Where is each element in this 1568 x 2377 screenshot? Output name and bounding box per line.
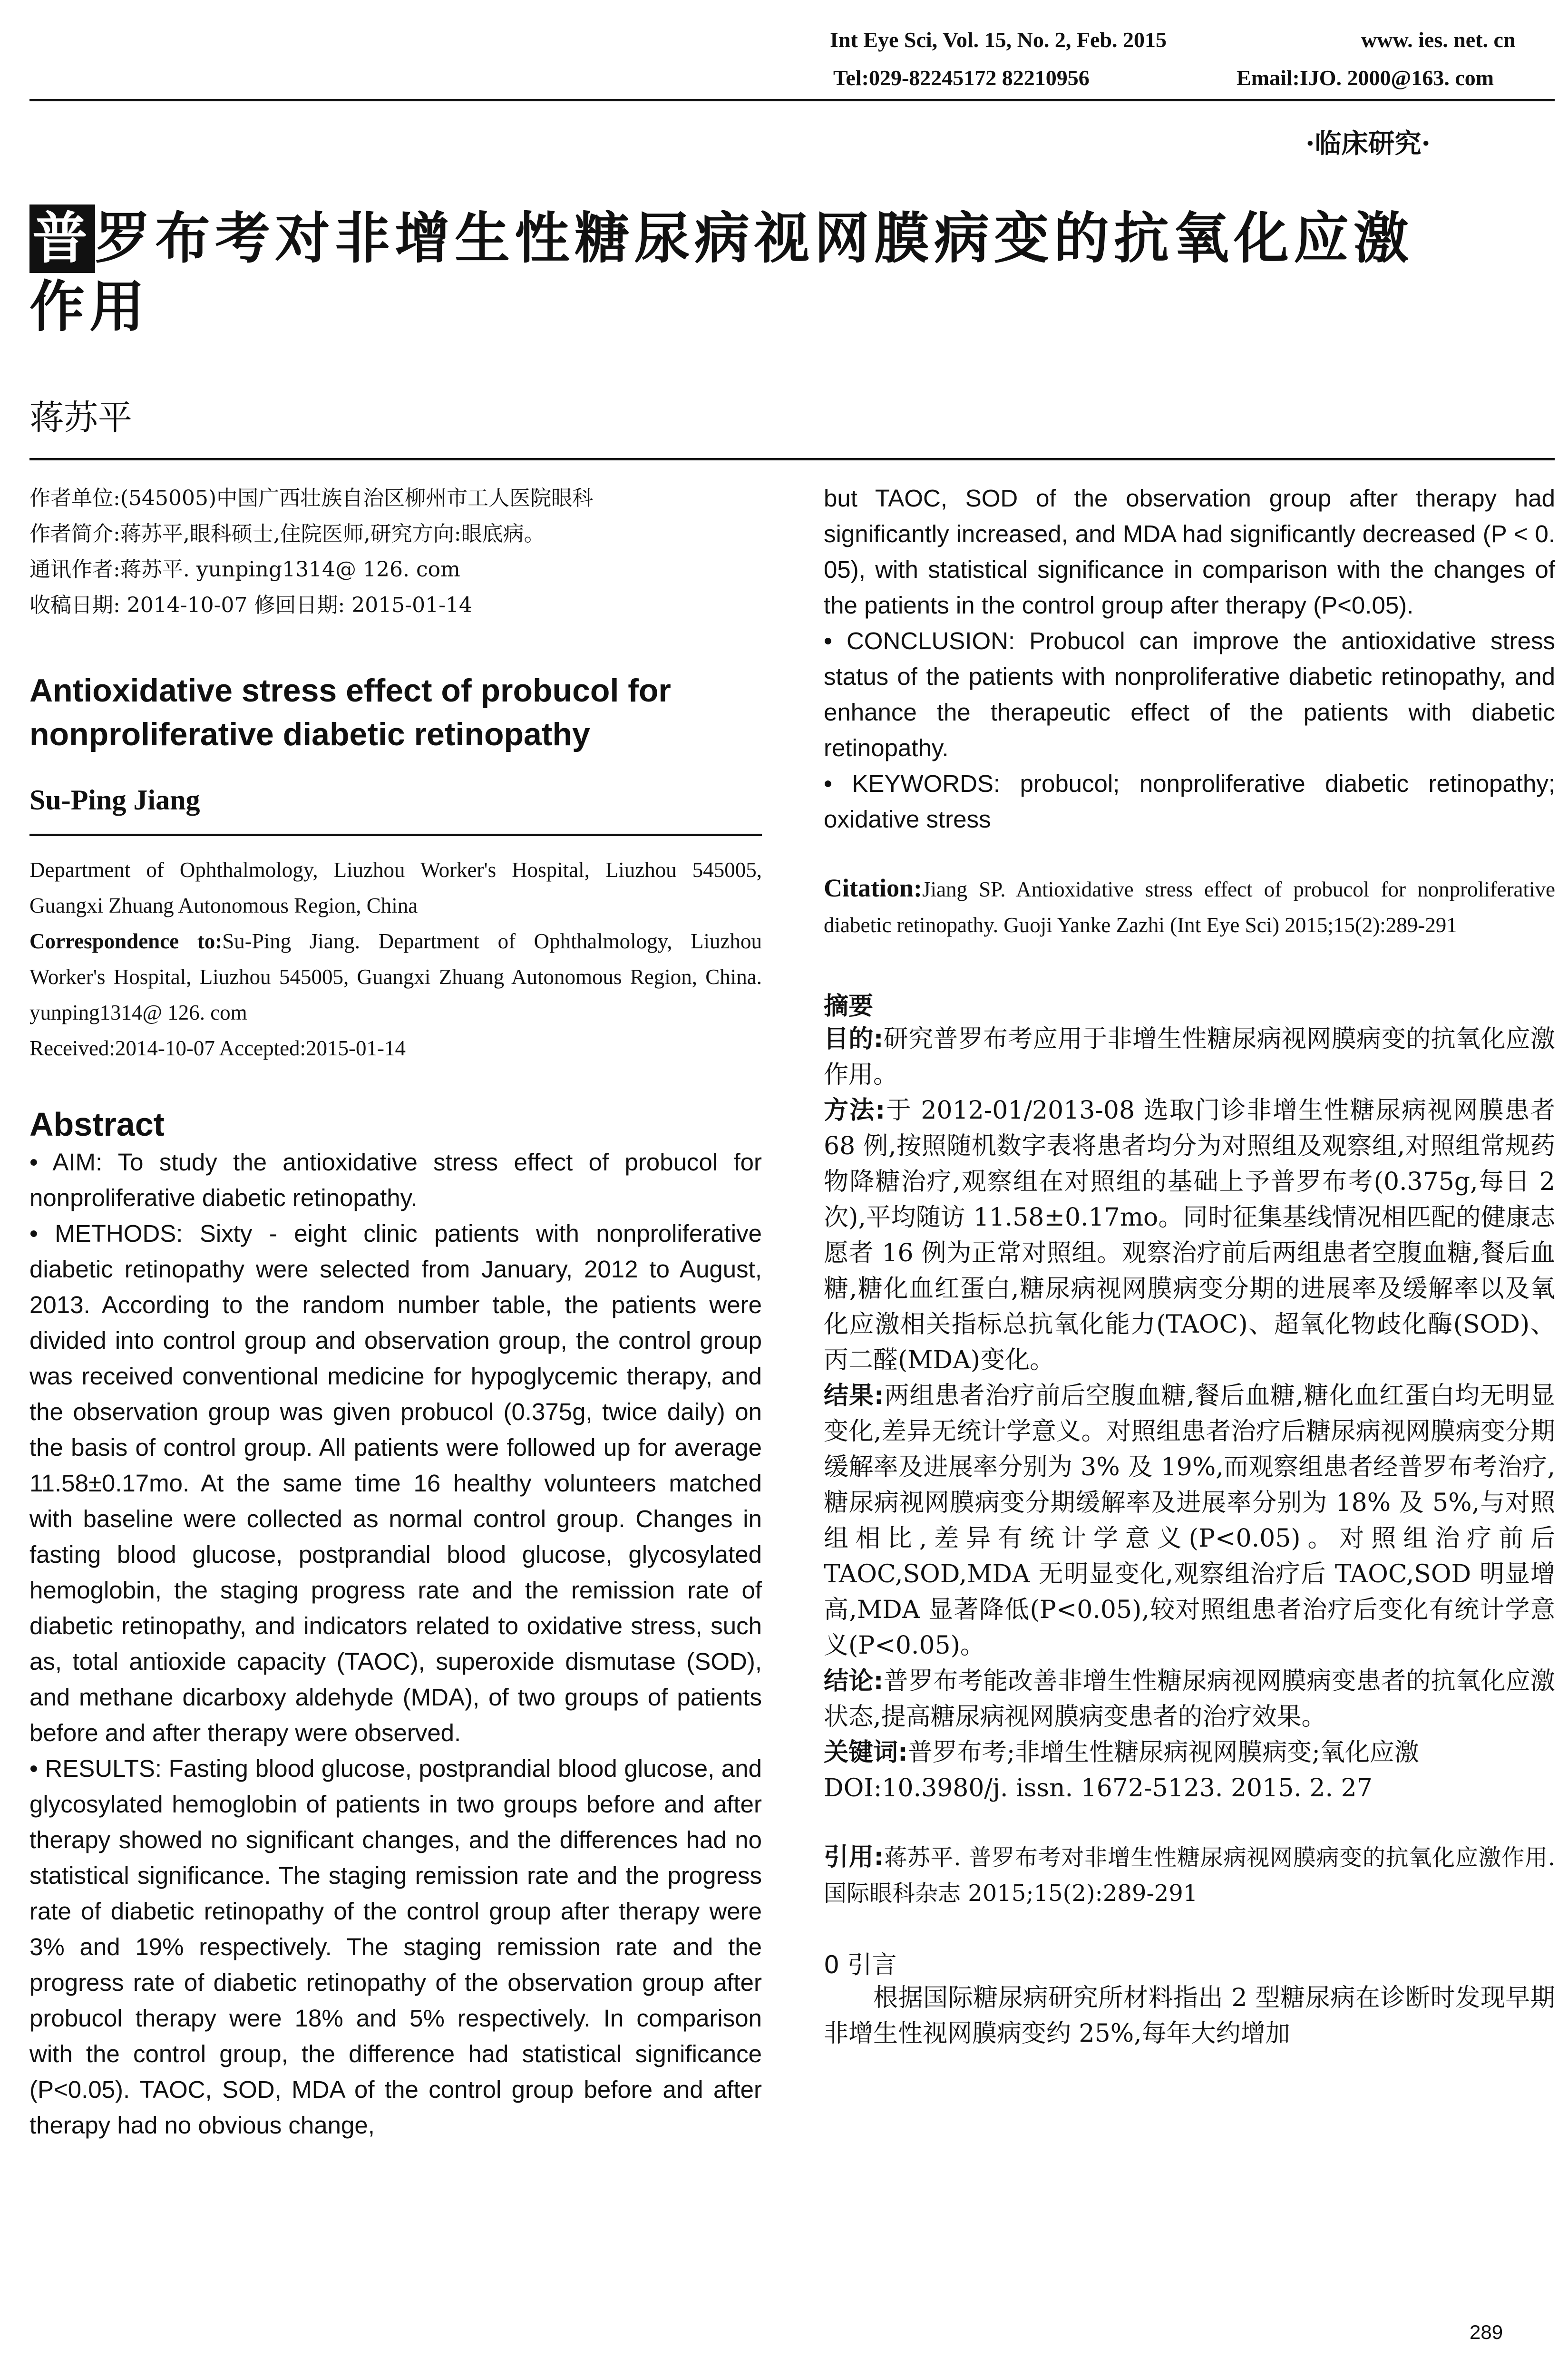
zh-abstract-keywords: 关键词:普罗布考;非增生性糖尿病视网膜病变;氧化应激 xyxy=(824,1738,1419,1767)
zh-abstract-aim: 目的:研究普罗布考应用于非增生性糖尿病视网膜病变的抗氧化应激作用。 xyxy=(824,1025,1555,1089)
journal-email: Email:IJO. 2000@163. com xyxy=(1237,66,1494,90)
correspondence-text: Su-Ping Jiang. Department of Ophthalmology, Liuzhou Worker's Hospital, Liuzhou 545005, Guangxi Zhuang Autonomous Region, China. yunping1314@ 126. com xyxy=(29,929,762,1024)
meta-affiliation: 作者单位:(545005)中国广西壮族自治区柳州市工人医院眼科 xyxy=(29,486,594,510)
correspondence-en xyxy=(29,924,762,1031)
meta-dates: 收稿日期: 2014-10-07 修回日期: 2015-01-14 xyxy=(29,593,472,617)
citation-zh xyxy=(824,1840,1555,1911)
dates-en: Received:2014-10-07 Accepted:2015-01-14 xyxy=(29,1036,406,1060)
author-zh: 蒋苏平 xyxy=(29,398,133,438)
citation-en xyxy=(824,870,1555,943)
abstract-aim: • AIM: To study the antioxidative stress effect of probucol for nonproliferative diabetic retinopathy. xyxy=(29,1149,762,1211)
title-line1: 罗布考对非增生性糖尿病视网膜病变的抗氧化应激 xyxy=(95,206,1413,271)
abstract-keywords: • KEYWORDS: probucol; nonproliferative diabetic retinopathy; oxidative stress xyxy=(824,770,1555,833)
page-title xyxy=(29,205,1556,341)
english-title: Antioxidative stress effect of probucol for nonproliferative diabetic retinopathy xyxy=(29,672,671,752)
doi: DOI:10.3980/j. issn. 1672-5123. 2015. 2. 27 xyxy=(824,1774,1373,1802)
zh-abstract-methods: 方法:于 2012-01/2013-08 选取门诊非增生性糖尿病视网膜患者 68 例,按照随机数字表将患者均分为对照组及观察组,对照组常规药物降糖治疗,观察组在对照组的基础上予普罗布考(0.375g,每日 2 次),平均随访 11.58±0.17mo。同时征集基线情况相匹配的健康志愿者 16 例为正常对照组。观察治疗前后两组患者空腹血糖,餐后血糖,糖化血红蛋白,糖尿病视网膜病变分期的进展率及缓解率以及氧化应激相关指标总抗氧化能力(TAOC)、超氧化物歧化酶(SOD)、丙二醛(MDA)变化。 xyxy=(824,1096,1556,1374)
title-line2: 作用 xyxy=(29,275,149,339)
intro-text: 根据国际糖尿病研究所材料指出 2 型糖尿病在诊断时发现早期非增生性视网膜病变约 25%,每年大约增加 xyxy=(824,1984,1555,2048)
abstract-results: • RESULTS: Fasting blood glucose, postprandial blood glucose, and glycosylated hemoglobin of patients in two groups before and after therapy showed no significant changes, and the differences had no statistical significance. The staging remission rate and the progress rate of diabetic retinopathy of the control group after therapy were 3% and 19% respectively. The staging remission rate and the progress rate of diabetic retinopathy of the observation group after probucol therapy were 18% and 5% respectively. In comparison with the control group, the difference had statistical significance (P<0.05). TAOC, SOD, MDA of the control group before and after therapy had no obvious change, xyxy=(29,1755,762,2139)
zh-abstract-results: 结果:两组患者治疗前后空腹血糖,餐后血糖,糖化血红蛋白均无明显变化,差异无统计学意义。对照组患者治疗后糖尿病视网膜病变分期缓解率及进展率分别为 3% 及 19%,而观察组患者经普罗布考治疗,糖尿病视网膜病变分期缓解率及进展率分别为 18% 及 5%,与对照组相比,差异有统计学意义(P<0.05)。对照组治疗前后 TAOC,SOD,MDA 无明显变化,观察组治疗后 TAOC,SOD 明显增高,MDA 显著降低(P<0.05),较对照组患者治疗后变化有统计学意义(P<0.05)。 xyxy=(824,1382,1555,1660)
section-tag: ·临床研究· xyxy=(1305,128,1431,159)
header-rule xyxy=(29,99,1555,101)
left-column xyxy=(29,480,762,2143)
journal-tel: Tel:029-82245172 82210956 xyxy=(833,66,1090,90)
journal-website: www. ies. net. cn xyxy=(1361,28,1516,52)
journal-info: Int Eye Sci, Vol. 15, No. 2, Feb. 2015 xyxy=(830,28,1167,52)
right-column xyxy=(824,480,1555,2052)
abstract-left-body xyxy=(29,1144,762,2143)
abstract-methods: • METHODS: Sixty - eight clinic patients with nonproliferative diabetic retinopathy were selected from January, 2012 to August, 2013. According to the random number table, the patients were divided into control group and observation group, the control group was received conventional medicine for hypoglycemic therapy, and the observation group was given probucol (0.375g, twice daily) on the basis of control group. All patients were followed up for average 11.58±0.17mo. At the same time 16 healthy volunteers matched with baseline were collected as normal control group. Changes in fasting blood glucose, postprandial blood glucose, glycosylated hemoglobin, the staging progress rate and the remission rate of diabetic retinopathy, and indicators related to oxidative stress, such as, total antioxide capacity (TAOC), superoxide dismutase (SOD), and methane dicarboxy aldehyde (MDA), of two groups of patients before and after therapy were observed. xyxy=(29,1220,762,1746)
citation-label: Citation: xyxy=(824,874,922,902)
zh-abstract-body xyxy=(824,1022,1555,1806)
zh-abstract-conclusion: 结论:普罗布考能改善非增生性糖尿病视网膜病变患者的抗氧化应激状态,提高糖尿病视网膜病变患者的治疗效果。 xyxy=(824,1667,1555,1731)
citation-text: Jiang SP. Antioxidative stress effect of probucol for nonproliferative diabetic retinopathy. Guoji Yanke Zazhi (Int Eye Sci) 2015;15(2):289-291 xyxy=(824,877,1555,937)
abstract-conclusion: • CONCLUSION: Probucol can improve the antioxidative stress status of the patients with nonproliferative diabetic retinopathy, and enhance the therapeutic effect of the patients with diabetic retinopathy. xyxy=(824,627,1555,761)
meta-correspondence: 通讯作者:蒋苏平. yunping1314@ 126. com xyxy=(29,557,460,582)
correspondence-label: Correspondence to: xyxy=(29,929,223,953)
title-rule xyxy=(29,458,1555,460)
meta-author-bio: 作者简介:蒋苏平,眼科硕士,住院医师,研究方向:眼底病。 xyxy=(29,522,545,546)
page-number: 289 xyxy=(1470,2321,1503,2343)
english-author: Su-Ping Jiang xyxy=(29,784,200,816)
citation-zh-label: 引用: xyxy=(824,1843,884,1871)
citation-zh-text: 蒋苏平. 普罗布考对非增生性糖尿病视网膜病变的抗氧化应激作用. 国际眼科杂志 2015;15(2):289-291 xyxy=(824,1844,1555,1907)
meta-zh xyxy=(29,480,762,623)
intro-heading: 0 引言 xyxy=(824,1951,897,1979)
abstract-results-continued: but TAOC, SOD of the observation group after therapy had significantly increased, and MDA had significantly decreased (P < 0. 05), with statistical significance in comparison with the changes of the patients in the control group after therapy (P<0.05). xyxy=(824,485,1555,619)
abstract-heading: Abstract xyxy=(29,1106,165,1143)
affiliation-en: Department of Ophthalmology, Liuzhou Worker's Hospital, Liuzhou 545005, Guangxi Zhuang Autonomous Region, China xyxy=(29,858,762,917)
zh-abstract-heading: 摘要 xyxy=(824,992,874,1021)
author-rule xyxy=(29,834,762,836)
title-first-char: 普 xyxy=(29,205,95,273)
abstract-right-body xyxy=(824,480,1555,837)
